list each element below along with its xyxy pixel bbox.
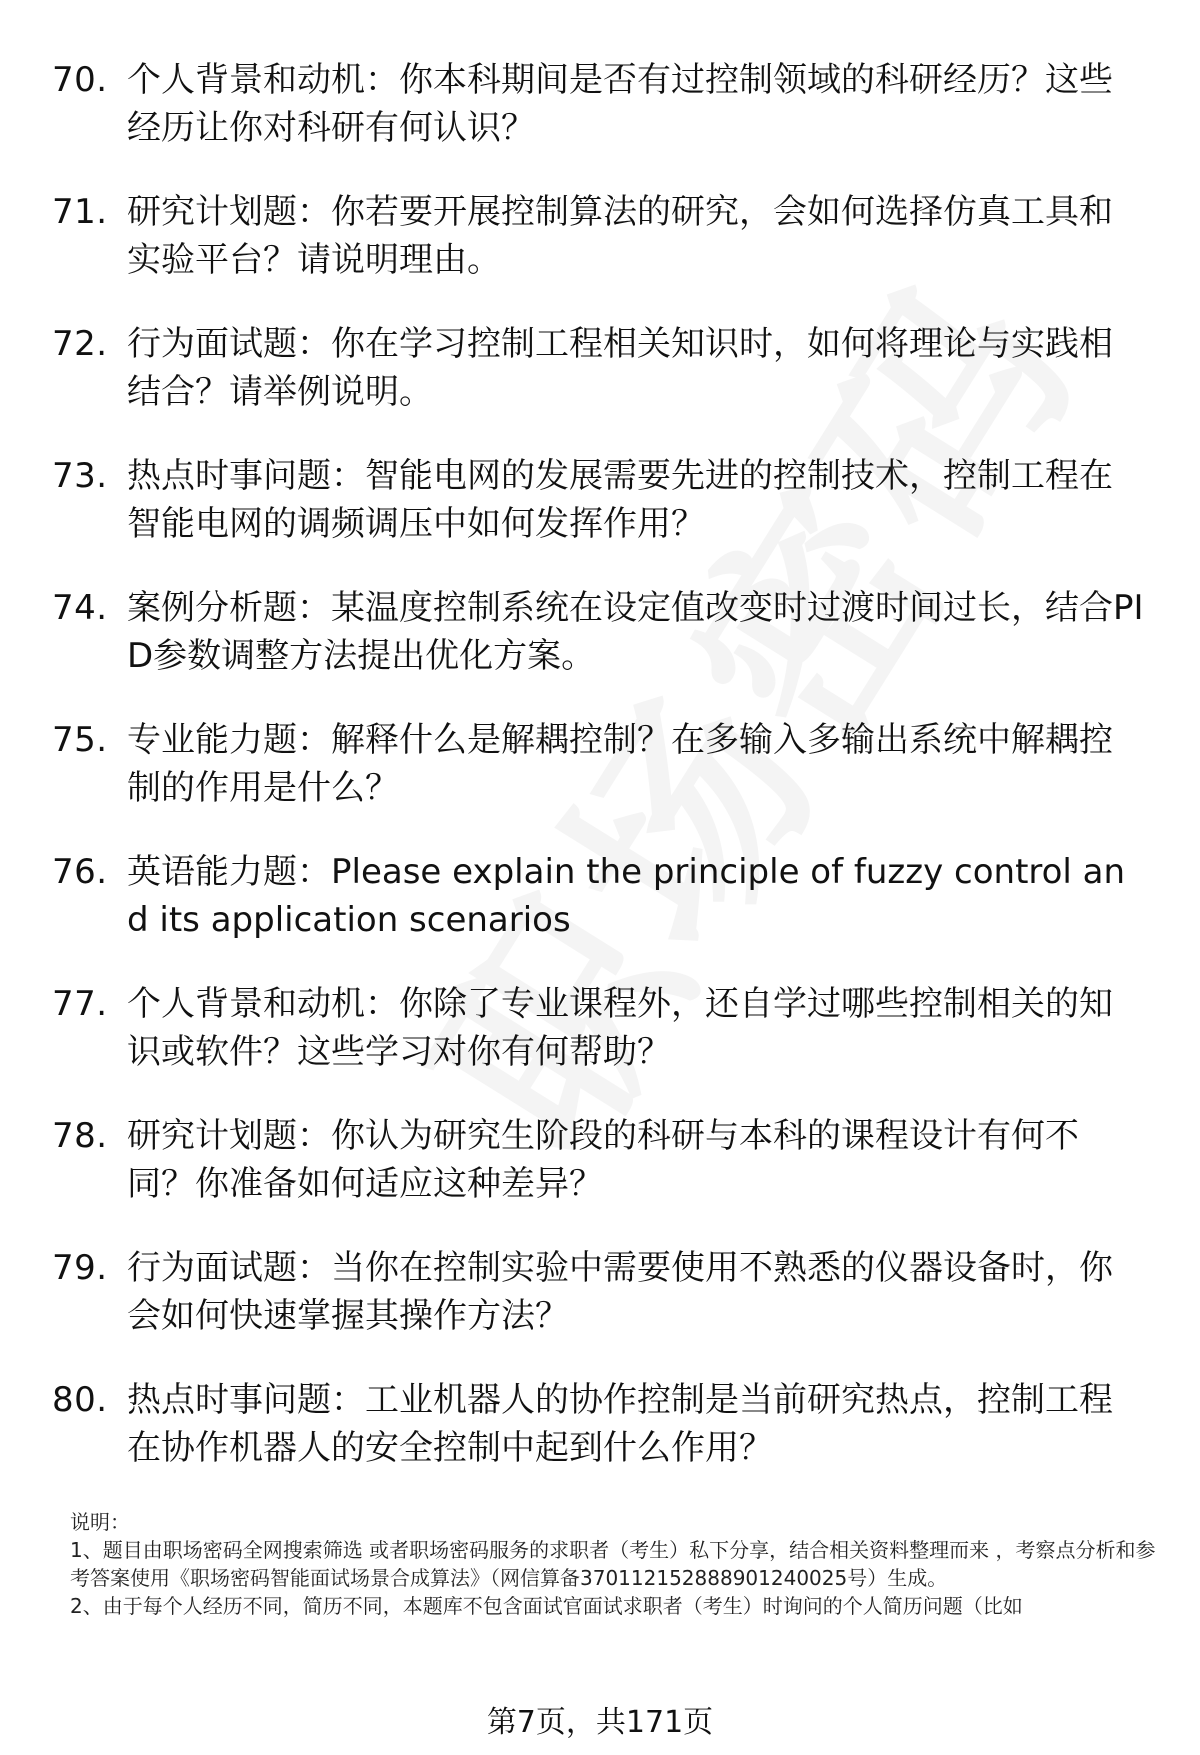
question-list bbox=[0, 56, 1200, 1508]
question-number: 75. bbox=[52, 720, 108, 760]
note-item: 1、题目由职场密码全网搜索筛选 或者职场密码服务的求职者（考生）私下分享，结合相关资料整理而来 ，考察点分析和参考答案使用《职场密码智能面试场景合成算法》（网信算备370112152888901240025号）生成。 bbox=[70, 1538, 1156, 1590]
question-item bbox=[0, 188, 1200, 320]
notes-label: 说明： bbox=[70, 1510, 130, 1534]
notes-section bbox=[70, 1508, 1160, 1620]
question-number: 74. bbox=[52, 588, 108, 628]
question-number: 72. bbox=[52, 324, 108, 364]
question-text: 专业能力题：解释什么是解耦控制？在多输入多输出系统中解耦控制的作用是什么？ bbox=[127, 720, 1113, 808]
question-text: 热点时事问题：智能电网的发展需要先进的控制技术，控制工程在智能电网的调频调压中如何发挥作用？ bbox=[127, 456, 1113, 544]
question-number: 78. bbox=[52, 1116, 108, 1156]
question-item bbox=[0, 1112, 1200, 1244]
question-item bbox=[0, 584, 1200, 716]
question-text: 热点时事问题：工业机器人的协作控制是当前研究热点，控制工程在协作机器人的安全控制中起到什么作用？ bbox=[127, 1380, 1113, 1468]
question-item bbox=[0, 716, 1200, 848]
question-number: 80. bbox=[52, 1380, 108, 1420]
question-number: 79. bbox=[52, 1248, 108, 1288]
question-number: 76. bbox=[52, 852, 108, 892]
question-item bbox=[0, 56, 1200, 188]
question-number: 70. bbox=[52, 60, 108, 100]
question-text: 个人背景和动机：你本科期间是否有过控制领域的科研经历？这些经历让你对科研有何认识？ bbox=[127, 60, 1113, 148]
question-item bbox=[0, 1244, 1200, 1376]
question-item bbox=[0, 1376, 1200, 1508]
question-text: 案例分析题：某温度控制系统在设定值改变时过渡时间过长，结合PID参数调整方法提出优化方案。 bbox=[127, 588, 1144, 676]
question-text: 行为面试题：你在学习控制工程相关知识时，如何将理论与实践相结合？请举例说明。 bbox=[127, 324, 1113, 412]
question-item bbox=[0, 452, 1200, 584]
question-text: 个人背景和动机：你除了专业课程外，还自学过哪些控制相关的知识或软件？这些学习对你有何帮助？ bbox=[127, 984, 1113, 1072]
question-item bbox=[0, 320, 1200, 452]
question-text: 研究计划题：你若要开展控制算法的研究，会如何选择仿真工具和实验平台？请说明理由。 bbox=[127, 192, 1113, 280]
question-item bbox=[0, 848, 1200, 980]
question-number: 77. bbox=[52, 984, 108, 1024]
question-text: 研究计划题：你认为研究生阶段的科研与本科的课程设计有何不同？你准备如何适应这种差异？ bbox=[127, 1116, 1079, 1204]
question-text: 行为面试题：当你在控制实验中需要使用不熟悉的仪器设备时，你会如何快速掌握其操作方法？ bbox=[127, 1248, 1113, 1336]
note-item: 2、由于每个人经历不同，简历不同，本题库不包含面试官面试求职者（考生）时询问的个人简历问题（比如 bbox=[70, 1594, 1023, 1618]
question-number: 71. bbox=[52, 192, 108, 232]
question-text: 英语能力题：Please explain the principle of fuzzy control and its application scenarios bbox=[127, 852, 1126, 940]
page-number: 第7页，共171页 bbox=[486, 1705, 714, 1740]
question-number: 73. bbox=[52, 456, 108, 496]
question-item bbox=[0, 980, 1200, 1112]
